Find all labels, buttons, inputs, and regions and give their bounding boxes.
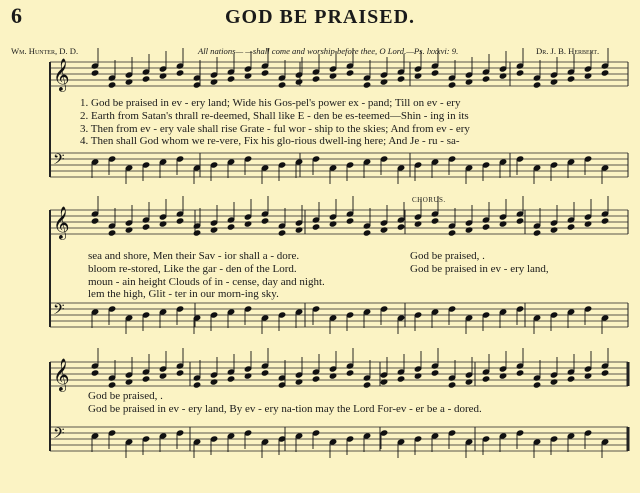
notehead <box>397 223 406 230</box>
notehead <box>91 69 100 76</box>
notehead <box>159 220 168 227</box>
notehead <box>499 72 508 79</box>
notehead <box>601 217 610 224</box>
chorus-line-1: God be praised, . <box>410 250 485 262</box>
notehead <box>380 78 389 85</box>
scripture-quote: All nations— —shall come and worship before thee, O Lord.—Ps. lxxxvi: 9. <box>198 46 459 56</box>
notehead <box>363 81 372 88</box>
notehead <box>431 217 440 224</box>
composer-credit: Dr. J. B. Herbert. <box>536 46 600 56</box>
notehead <box>431 369 440 376</box>
chorus-line-2: God be praised in ev - ery land, <box>410 263 549 275</box>
verse-line-3: 3. Then from ev - ery vale shall rise Grate - ful wor - ship to the skies; And from ev - ery <box>80 123 470 135</box>
notehead <box>108 381 117 388</box>
notehead <box>363 229 372 236</box>
system2-line-2: bloom re-stored, Like the gar - den of the Lord. <box>88 263 297 275</box>
notehead <box>108 229 117 236</box>
notehead <box>278 229 287 236</box>
notehead <box>448 81 457 88</box>
system2-line-3: moun - ain height Clouds of in - cense, day and night. <box>88 276 325 288</box>
notehead <box>329 72 338 79</box>
bass-clef-icon: 𝄢 <box>53 151 65 172</box>
notehead <box>499 372 508 379</box>
notehead <box>346 69 355 76</box>
notehead <box>227 223 236 230</box>
notehead <box>159 372 168 379</box>
notehead <box>329 220 338 227</box>
notehead <box>482 223 491 230</box>
verse-line-2: 2. Earth from Satan's thrall re-deemed, Shall like E - den be es-teemed—Shin - ing in its <box>80 110 469 122</box>
bass-clef-icon: 𝄢 <box>53 301 65 322</box>
notehead <box>601 69 610 76</box>
notehead <box>210 378 219 385</box>
notehead <box>176 69 185 76</box>
notehead <box>380 378 389 385</box>
notehead <box>312 223 321 230</box>
notehead <box>363 381 372 388</box>
notehead <box>431 69 440 76</box>
notehead <box>516 69 525 76</box>
hymn-title: GOD BE PRAISED. <box>224 6 416 28</box>
notehead <box>465 78 474 85</box>
notehead <box>584 220 593 227</box>
notehead <box>227 375 236 382</box>
notehead <box>346 217 355 224</box>
notehead <box>584 372 593 379</box>
notehead <box>601 369 610 376</box>
notehead <box>176 217 185 224</box>
notehead <box>295 226 304 233</box>
notehead <box>550 78 559 85</box>
notehead <box>482 75 491 82</box>
page-number: 6 <box>11 3 22 28</box>
notehead <box>278 81 287 88</box>
notehead <box>482 375 491 382</box>
notehead <box>397 375 406 382</box>
notehead <box>193 381 202 388</box>
author-credit: Wm. Hunter, D. D. <box>11 46 79 56</box>
notehead <box>533 229 542 236</box>
notehead <box>499 220 508 227</box>
notehead <box>329 372 338 379</box>
notehead <box>584 72 593 79</box>
notehead <box>244 220 253 227</box>
treble-clef-icon: 𝄞 <box>53 358 70 391</box>
notehead <box>312 375 321 382</box>
notehead <box>261 217 270 224</box>
notehead <box>567 223 576 230</box>
notehead <box>91 217 100 224</box>
notehead <box>210 78 219 85</box>
notehead <box>125 378 134 385</box>
notehead <box>346 369 355 376</box>
system2-line-1: sea and shore, Men their Sav - ior shall a - dore. <box>88 250 300 262</box>
notehead <box>397 75 406 82</box>
notehead <box>91 369 100 376</box>
notehead <box>125 226 134 233</box>
notehead <box>516 217 525 224</box>
verse-line-4: 4. Then shall God whom we re-vere, Fix his glo-rious dwell-ing here; And Je - ru - sa- <box>80 135 460 147</box>
notehead <box>261 69 270 76</box>
notehead <box>312 75 321 82</box>
system3-line-2: God be praised in ev - ery land, By ev - ery na-tion may the Lord For-ev - er be a - dored. <box>88 403 482 415</box>
notehead <box>295 378 304 385</box>
chorus-label: CHORUS. <box>412 196 446 204</box>
notehead <box>244 372 253 379</box>
notehead <box>193 229 202 236</box>
notehead <box>414 372 423 379</box>
notehead <box>448 229 457 236</box>
notehead <box>176 369 185 376</box>
notehead <box>414 220 423 227</box>
treble-clef-icon: 𝄞 <box>53 206 70 239</box>
notehead <box>142 223 151 230</box>
notehead <box>448 381 457 388</box>
notehead <box>550 378 559 385</box>
notehead <box>295 78 304 85</box>
notehead <box>533 81 542 88</box>
notehead <box>465 378 474 385</box>
notehead <box>227 75 236 82</box>
notehead <box>567 75 576 82</box>
notehead <box>567 375 576 382</box>
notehead <box>380 226 389 233</box>
notehead <box>465 226 474 233</box>
notehead <box>414 72 423 79</box>
notehead <box>261 369 270 376</box>
notehead <box>244 72 253 79</box>
notehead <box>142 375 151 382</box>
notehead <box>533 381 542 388</box>
notehead <box>108 81 117 88</box>
notehead <box>516 369 525 376</box>
treble-clef-icon: 𝄞 <box>53 58 70 91</box>
notehead <box>210 226 219 233</box>
notehead <box>142 75 151 82</box>
notehead <box>159 72 168 79</box>
notehead <box>125 78 134 85</box>
system2-line-4: lem the high, Glit - ter in our morn-ing sky. <box>88 288 279 300</box>
notehead <box>550 226 559 233</box>
bass-clef-icon: 𝄢 <box>53 425 65 446</box>
verse-line-1: 1. God be praised in ev - ery land; Wide his Gos-pel's power ex - pand; Till on ev - ery <box>80 97 461 109</box>
system3-line-1: God be praised, . <box>88 390 163 402</box>
